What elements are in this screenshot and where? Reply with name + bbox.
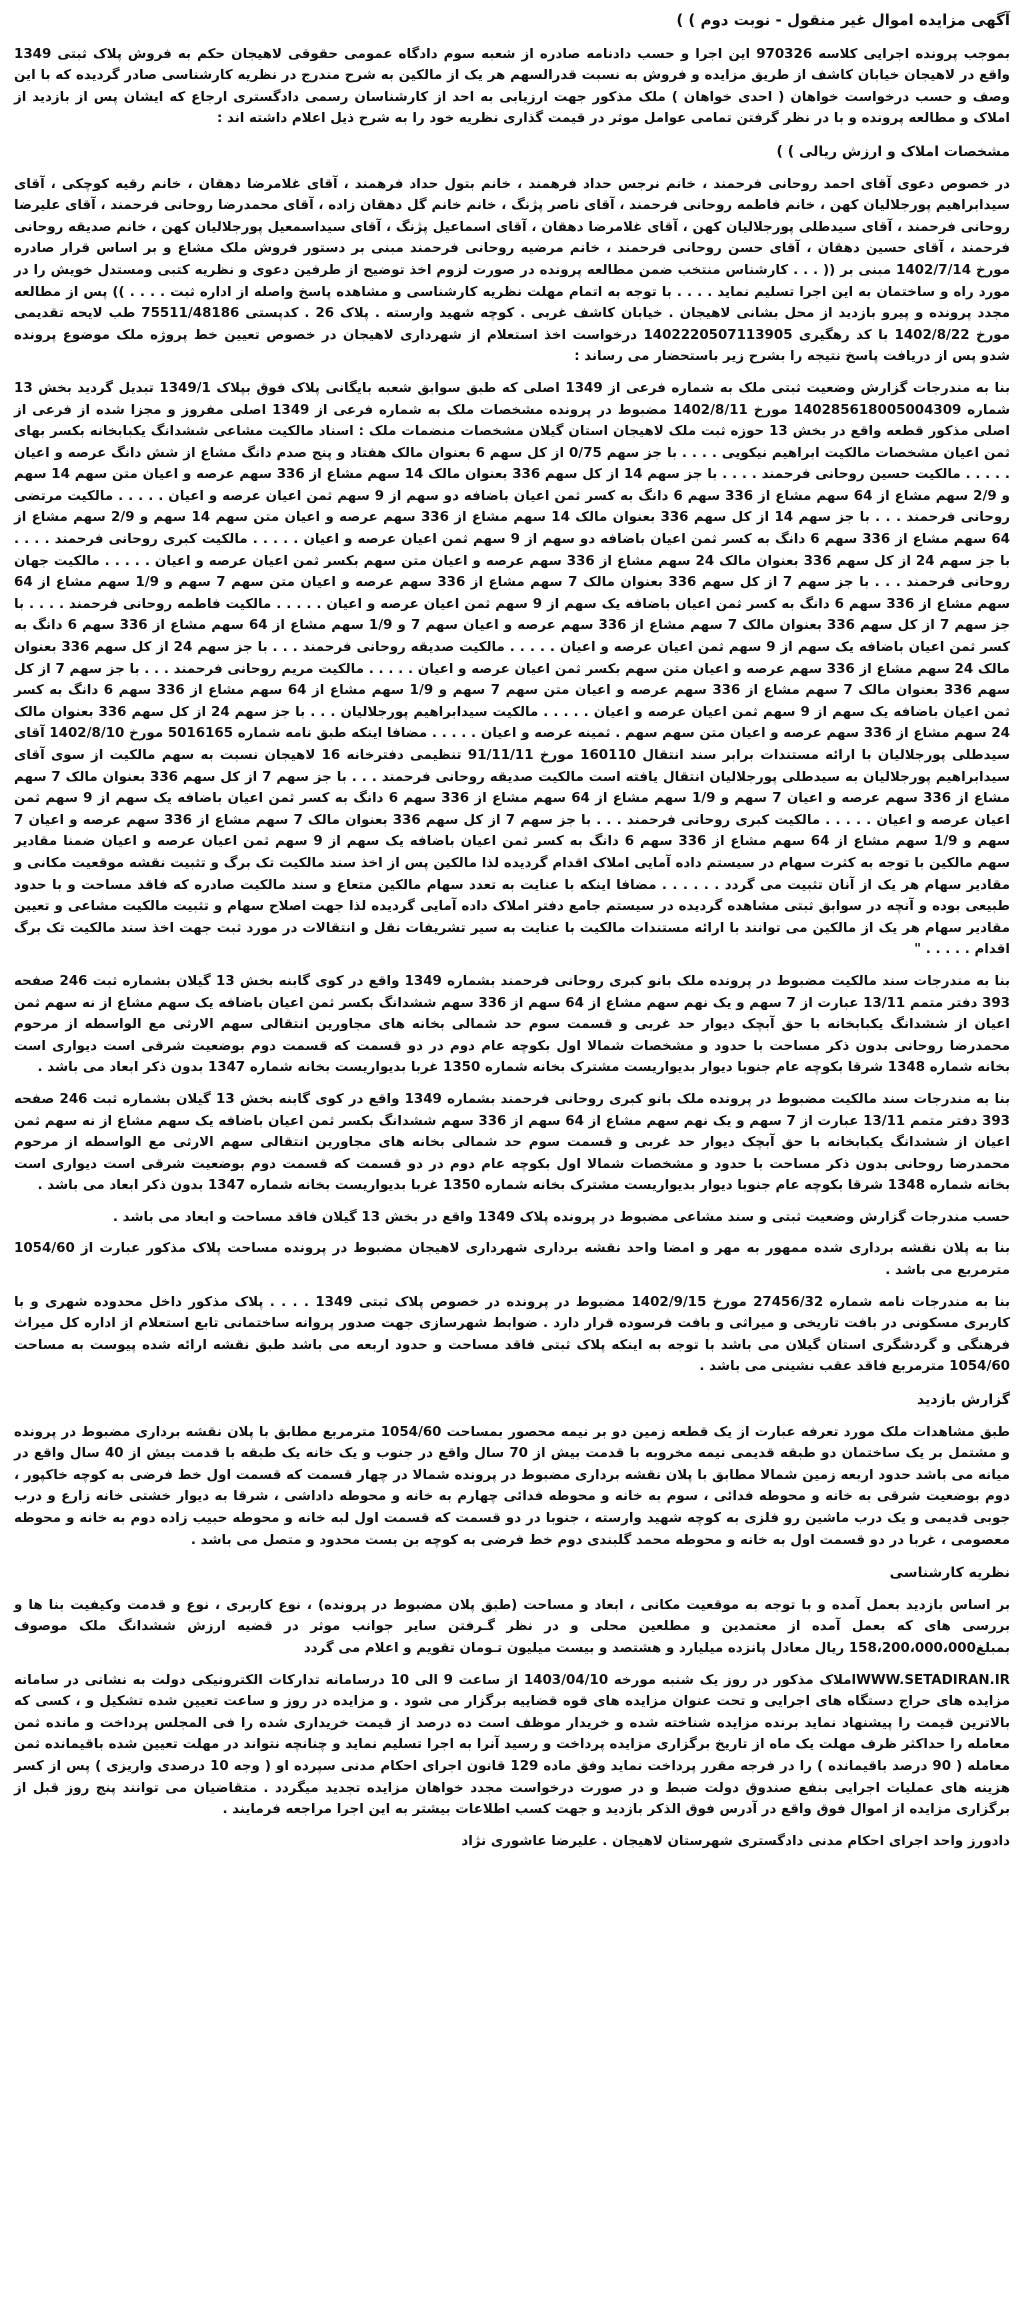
notice-title: آگهی مزایده اموال غیر منقول - نوبت دوم ) ) bbox=[676, 11, 1010, 29]
auction-paragraph: WWW.SETADIRAN.IRاملاک مذکور در روز یک شنبه مورخه 1403/04/10 از ساعت 9 الی 10 درسامانه تدارکات الکترونیکی دولت به نشانی در سامانه مزایده های حراج دستگاه های اجرایی و تحت عنوان مزایده های قوه قضاییه برگزار می شود . و مزایده در روز و ساعت تعیین شده تشکیل و ، کسی که بالاترین قیمت را پیشنهاد نماید برنده مزایده شناخته شده و خریدار موظف است ده درصد از قیمت خریداری شده را فی المجلس پرداخت و مانده ثمن معامله را حداکثر ظرف مهلت یک ماه از تاریخ برگزاری مزایده پرداخت و رسید آنرا به اجرا تسلیم نماید و چنانچه نتواند در مهلت تعیین شده باقیمانده ثمن معامله ( 90 درصد باقیمانده ) را در فرجه مقرر پرداخت نماید وفق ماده 129 قانون اجرای احکام مدنی سپرده او ( وجه 10 درصدی واریزی ) پس از کسر هزینه های عملیات اجرایی بنفع صندوق دولت ضبط و در صورت درخواست مجدد خواهان مزایده تجدید میگردد . متقاضیان می توانند پنج روز قبل از برگزاری مزایده از اموال فوق واقع در آدرس فوق الذکر بازدید و جهت کسب اطلاعات بیشتر به این اجرا مراجعه فرمایند . bbox=[14, 1672, 1010, 1818]
deed-paragraph-2: بنا به مندرجات سند مالکیت مضبوط در پرونده ملک بانو کبری روحانی فرحمند بشماره 1349 واقع در کوی گابنه بخش 13 گیلان بشماره ثبت 246 صفحه 393 دفتر متمم 13/11 عبارت از 7 سهم و یک نهم سهم مشاع از 64 سهم از 336 سهم ششدانگ بکسر ثمن اعیان باضافه یک سهم مشاع از نه سهم ثمن اعیان از ششدانگ یکبابخانه با حق آبچک دیوار حد غربی و قسمت سوم حد شمالی بخانه های مجاورین انتقالی سهم الارثی مع الواسطه از مرحوم محمدرضا روحانی بدون ذکر مساحت با حدود و مشخصات شمالا اول بکوچه عام دوم در دو قسمت که قسمت دوم بوضعیت شرقی است دیواری است بخانه شماره 1348 شرقا بکوچه عام جنوبا دیوار بدیواریست مشترک بخانه شماره 1350 غربا بدیواریست بخانه شماره 1347 بدون ذکر ابعاد می باشد . bbox=[14, 1091, 1010, 1194]
auction-notice bbox=[14, 10, 1010, 1852]
opinion-heading: نظریه کارشناسی bbox=[889, 1565, 1010, 1582]
visit-heading: گزارش بازدید bbox=[916, 1392, 1010, 1409]
signature-line: دادورز واحد اجرای احکام مدنی دادگستری شهرستان لاهیجان . علیرضا عاشوری نژاد bbox=[461, 1833, 1010, 1849]
property-heading: مشخصات املاک و ارزش ریالی ) ) bbox=[776, 143, 1010, 160]
visit-paragraph: طبق مشاهدات ملک مورد تعرفه عبارت از یک قطعه زمین دو بر نیمه محصور بمساحت 1054/60 مترمربع مطابق با پلان نقشه برداری مضبوط در پرونده و مشتمل بر یک ساختمان دو طبقه قدیمی نیمه مخروبه با قدمت بیش از 70 سال واقع در جنوب و یک خانه یک طبقه با قدمت بیش از 40 سال واقع در میانه می باشد حدود اربعه زمین شمالا مطابق با پلان نقشه برداری مضبوط در پرونده شمالا در چهار قسمت که قسمت اول خط فرضی به کوچه خاکپور ، دوم بوضعیت شرقی به خانه و محوطه فدائی ، سوم به خانه و محوطه فدائی چهارم به خانه و محوطه داداشی ، شرقا به دیوار خشتی خانه زارع و درب جوبی قدیمی و یک درب ماشین رو فلزی به کوچه شهید وارسته ، جنوبا در دو قسمت که قسمت اول لبه خانه و محوطه حبیب زاده دوم به خانه و محوطه معصومی ، غربا در دو قسمت اول به خانه و محوطه محمد گلبندی دوم خط فرضی به کوچه بن بست محدود و متصل می باشد . bbox=[14, 1424, 1011, 1548]
plan-paragraph: بنا به پلان نقشه برداری شده ممهور به مهر و امضا واحد نقشه برداری شهرداری لاهیجان مضبوط در پرونده مساحت پلاک مذکور عبارت از 1054/60 مترمربع می باشد . bbox=[14, 1241, 1010, 1279]
claim-paragraph: در خصوص دعوی آقای احمد روحانی فرحمند ، خانم نرجس حداد فرهمند ، خانم بتول حداد فرهمند ، آقای غلامرضا دهقان ، خانم رقیه کوچکی ، آقای سیدابراهیم پورجلالیان کهن ، خانم فاطمه روحانی فرحمند ، آقای ناصر پژنگ ، خانم خانم گل دهقان زاده ، آقای محمدرضا روحانی فرحمند ، آقای علیرضا روحانی فرحمند ، آقای سیدطلی پورجلالیان کهن ، آقای غلامرضا دهقان ، آقای اسماعیل پژنگ ، آقای سیداسمعیل پورجلالیان کهن ، خانم صدیقه روحانی فرحمند ، آقای حسین دهقان ، آقای حسن روحانی فرحمند ، خانم مرضیه روحانی فرحمند مبنی بر دستور فروش ملک مشاع و بر اساس قرار صادره مورخ 1402/7/14 مبنی بر (( . . . کارشناس منتخب ضمن مطالعه پرونده در صورت لزوم اخذ توضیح از طرفین دعوی و نظریه کتبی ومستدل خویش را در مورد راه و ساختمان به این اجرا تسلیم نماید . . . . با توجه به اتمام مهلت نظریه کارشناسی و مشاهده پاسخ واصله از اداره ثبت . . . . )) پس از مطالعه مجدد پرونده و پیرو بازدید از محل بشانی لاهیجان . خیابان کاشف غربی . کوچه شهید وارسته . پلاک 26 . کدپستی 75511/48186 طب لایحه تقدیمی مورخ 1402/8/22 با کد رهگیری 1402220507113905 درخواست اخذ استعلام از شهرداری لاهیجان در خصوص تعیین خط پروژه ملک موضوع پرونده شدو پس از دریافت پاسخ نتیجه را بشرح زیر باستحضار می رساند : bbox=[14, 176, 1011, 365]
municipality-paragraph: بنا به مندرجات نامه شماره 27456/32 مورخ 1402/9/15 مضبوط در پرونده در خصوص پلاک ثبتی 1349 . . . . پلاک مذکور داخل محدوده شهری و با کاربری مسکونی در بافت تاریخی و میراثی و بافت فرسوده قرار دارد . ضوابط شهرسازی جهت صدور پروانه ساختمانی تابع استعلام از اداره کل میراث فرهنگی و گردشگری استان گیلان می باشد با توجه به اینکه پلاک ثبتی فاقد مساحت و حدود اربعه می باشد طبق نقشه ارائه شده پیوست به مساحت 1054/60 مترمربع فاقد عقب نشینی می باشد . bbox=[14, 1294, 1010, 1375]
opinion-paragraph: بر اساس بازدید بعمل آمده و با توجه به موقعیت مکانی ، ابعاد و مساحت (طبق پلان مضبوط در پرونده) ، نوع کاربری ، نوع و قدمت وکیفیت بنا ها و بررسی های که بعمل آمده از معتمدین و مطلعین محلی و در نظر گـرفتن سایر جوانب موثر در قضیه ارزش ششدانگ ملک موصوف بمبلغ158،200،000،000 ریال معادل پانزده میلیارد و هشتصد و بیست میلیون تـومان تقویم و اعلام می گردد bbox=[14, 1597, 1010, 1656]
registry-paragraph: بنا به مندرجات گزارش وضعیت ثبتی ملک به شماره فرعی از 1349 اصلی که طبق سوابق شعبه بایگانی پلاک فوق بپلاک 1349/1 تبدیل گردید بخش 13 شماره 140285618005004309 مورخ 1402/8/11 مضبوط در پرونده مشخصات ملک به شماره فرعی از 1349 اصلی مفروز و مجزا شده از فرعی از اصلی مذکور قطعه واقع در بخش 13 حوزه ثبت ملک لاهیجان استان گیلان مشخصات منضمات ملک : اسناد مالکیت مشاعی ششدانگ یکبابخانه بکسر بهای ثمن اعیان مشخصات مالکیت ابراهیم نیکویی . . . . با جز سهم 0/75 از کل سهم 6 بعنوان مالک هفتاد و پنج صدم دانگ مشاع از شش دانگ عرصه و اعیان . . . . . مالکیت حسین روحانی فرحمند . . . . با جز سهم 14 از کل سهم 336 بعنوان مالک 14 سهم مشاع از 336 سهم عرصه و اعیان متن سهم 14 سهم و 2/9 سهم مشاع از 64 سهم مشاع از 336 سهم 6 دانگ به کسر ثمن اعیان باضافه دو سهم از 9 سهم ثمن اعیان عرصه و اعیان . . . . . مالکیت مرتضی روحانی فرحمند . . . با جز سهم 14 از کل سهم 336 بعنوان مالک 14 سهم مشاع از 336 سهم عرصه و اعیان متن سهم 14 سهم و 2/9 سهم مشاع از 64 سهم مشاع از 336 سهم 6 دانگ به کسر ثمن اعیان باضافه دو سهم از 9 سهم ثمن اعیان عرصه و اعیان . . . . . مالکیت کبری روحانی فرحمند . . . . با جز سهم 24 از کل سهم 336 بعنوان مالک 24 سهم مشاع از 336 سهم عرصه و اعیان متن سهم بکسر ثمن اعیان عرصه و اعیان . . . . . مالکیت جهان روحانی فرحمند . . . با جز سهم 7 از کل سهم 336 بعنوان مالک 7 سهم مشاع از 336 سهم عرصه و اعیان متن سهم 7 سهم و 1/9 سهم مشاع از 64 سهم مشاع از 336 سهم 6 دانگ به کسر ثمن اعیان باضافه یک سهم از 9 سهم ثمن اعیان عرصه و اعیان . . . . . مالکیت فاطمه روحانی فرحمند . . . . با جز سهم 7 از کل سهم 336 بعنوان مالک 7 سهم مشاع از 336 سهم عرصه و اعیان سهم 7 و 1/9 سهم مشاع از 64 سهم مشاع از 336 سهم 6 دانگ به کسر ثمن اعیان باضافه یک سهم از 9 سهم ثمن اعیان عرصه و اعیان . . . . . مالکیت صدیقه روحانی فرحمند . . . با جز سهم 24 از کل سهم 336 بعنوان مالک 24 سهم مشاع از 336 سهم عرصه و اعیان متن سهم بکسر ثمن اعیان عرصه و اعیان . . . . . مالکیت مریم روحانی فرحمند . . . با جز سهم 7 از کل سهم 336 بعنوان مالک 7 سهم مشاع از 336 سهم عرصه و اعیان متن سهم 7 سهم و 1/9 سهم مشاع از 64 سهم مشاع از 336 سهم 6 دانگ به کسر ثمن اعیان باضافه یک سهم از 9 سهم ثمن اعیان عرصه و اعیان . . . . . مالکیت سیدابراهیم پورجلالیان . . . با جز سهم 24 از کل سهم 336 بعنوان مالک 24 سهم مشاع از 336 سهم عرصه و اعیان متن سهم سهم . ثمینه عرصه و اعیان . . . . . مضافا اینکه طبق نامه شماره 5016165 مورخ 1402/8/10 آقای سیدطلی پورجلالیان با ارائه مستندات برابر سند انتقال 160110 مورخ 91/11/11 تنظیمی دفترخانه 16 لاهیجان نسبت به سهم مالکیت از سوی آقای سیدابراهیم پورجلالیان به سیدطلی پورجلالیان انتقال یافته است مالکیت صدیقه روحانی فرحمند . . . با جز سهم 7 از کل سهم 336 بعنوان مالک 7 سهم مشاع از 336 سهم عرصه و اعیان 7 سهم و 1/9 سهم مشاع از 64 سهم مشاع از 336 سهم 6 دانگ به کسر ثمن اعیان باضافه یک سهم از 9 سهم ثمن اعیان عرصه و اعیان . . . . . مالکیت کبری روحانی فرحمند . . . با جز سهم 7 از کل سهم 336 بعنوان مالک 7 سهم مشاع از 336 سهم عرصه و اعیان 7 سهم و 1/9 سهم مشاع از 64 سهم مشاع از 336 سهم 6 دانگ به کسر ثمن اعیان باضافه یک سهم از 9 سهم ثمن اعیان عرصه و اعیان ضمنا مقادیر سهم مالکین با توجه به کثرت سهام در سیستم داده آمایی املاک اقدام گردیده لذا مالکین پس از اخذ سند مالکیت تک برگ و تثبیت نقشه موقعیت مکانی و مقادیر سهام هر یک از آنان تثبیت می گردد . . . . . . مضافا اینکه با عنایت به تعدد سهام مالکین متعاع و سند مالکیت صادره که فاقد مساحت و با حدود طبیعی بوده و آنچه در سوابق ثبتی مشاهده گردیده در سیستم جامع دفتر املاک داده آمایی گردیده لذا جهت اصلاح سهام و تثبیت مالکیت مشاعی و تعیین مقادیر سهام هر یک از مالکین می توانند با ارائه مستندات مالکیت با عنایت به سیر تشریفات نقل و انتقالات در مورد ثبت جهت اخذ سند مالکیت تک برگ اقدام . . . . . " bbox=[14, 380, 1011, 958]
deed-paragraph-1: بنا به مندرجات سند مالکیت مضبوط در پرونده ملک بانو کبری روحانی فرحمند بشماره 1349 واقع در کوی گابنه بخش 13 گیلان بشماره ثبت 246 صفحه 393 دفتر متمم 13/11 عبارت از 7 سهم و یک نهم سهم مشاع از 64 سهم از 336 سهم ششدانگ بکسر ثمن اعیان باضافه یک سهم مشاع از نه سهم ثمن اعیان از ششدانگ یکبابخانه با حق آبچک دیوار حد غربی و قسمت سوم حد شمالی بخانه های مجاورین انتقالی سهم الارثی مع الواسطه از مرحوم محمدرضا روحانی بدون ذکر مساحت با حدود و مشخصات شمالا اول بکوچه عام دوم در دو قسمت که قسمت دوم بوضعیت شرقی است دیواری است بخانه شماره 1348 شرقا بکوچه عام جنوبا دیوار بدیواریست مشترک بخانه شماره 1350 غربا بدیواریست بخانه شماره 1347 بدون ذکر ابعاد می باشد . bbox=[14, 973, 1010, 1076]
intro-paragraph: بموجب پرونده اجرایی کلاسه 970326 این اجرا و حسب دادنامه صادره از شعبه سوم دادگاه عمومی حقوقی لاهیجان حکم به فروش پلاک ثبتی 1349 واقع در لاهیجان خیابان کاشف از طریق مزایده و فروش به نسبت قدرالسهم هر یک از مالکین به شرح مندرج در نظریه کارشناسی صادر گردیده که با این وصف و حسب درخواست خواهان ( احدی خواهان ) ملک مذکور جهت ارزیابی به احد از کارشناسان رسمی دادگستری ارجاع که ایشان پس از بازدید از املاک و مطالعه پرونده و با در نظر گرفتن تمامی عوامل موثر در قیمت گذاری نظریه خود را به شرح ذیل اعلام داشته اند : bbox=[14, 46, 1011, 127]
status-paragraph: حسب مندرجات گزارش وضعیت ثبتی و سند مشاعی مضبوط در پرونده پلاک 1349 واقع در بخش 13 گیلان فاقد مساحت و ابعاد می باشد . bbox=[112, 1209, 1010, 1225]
